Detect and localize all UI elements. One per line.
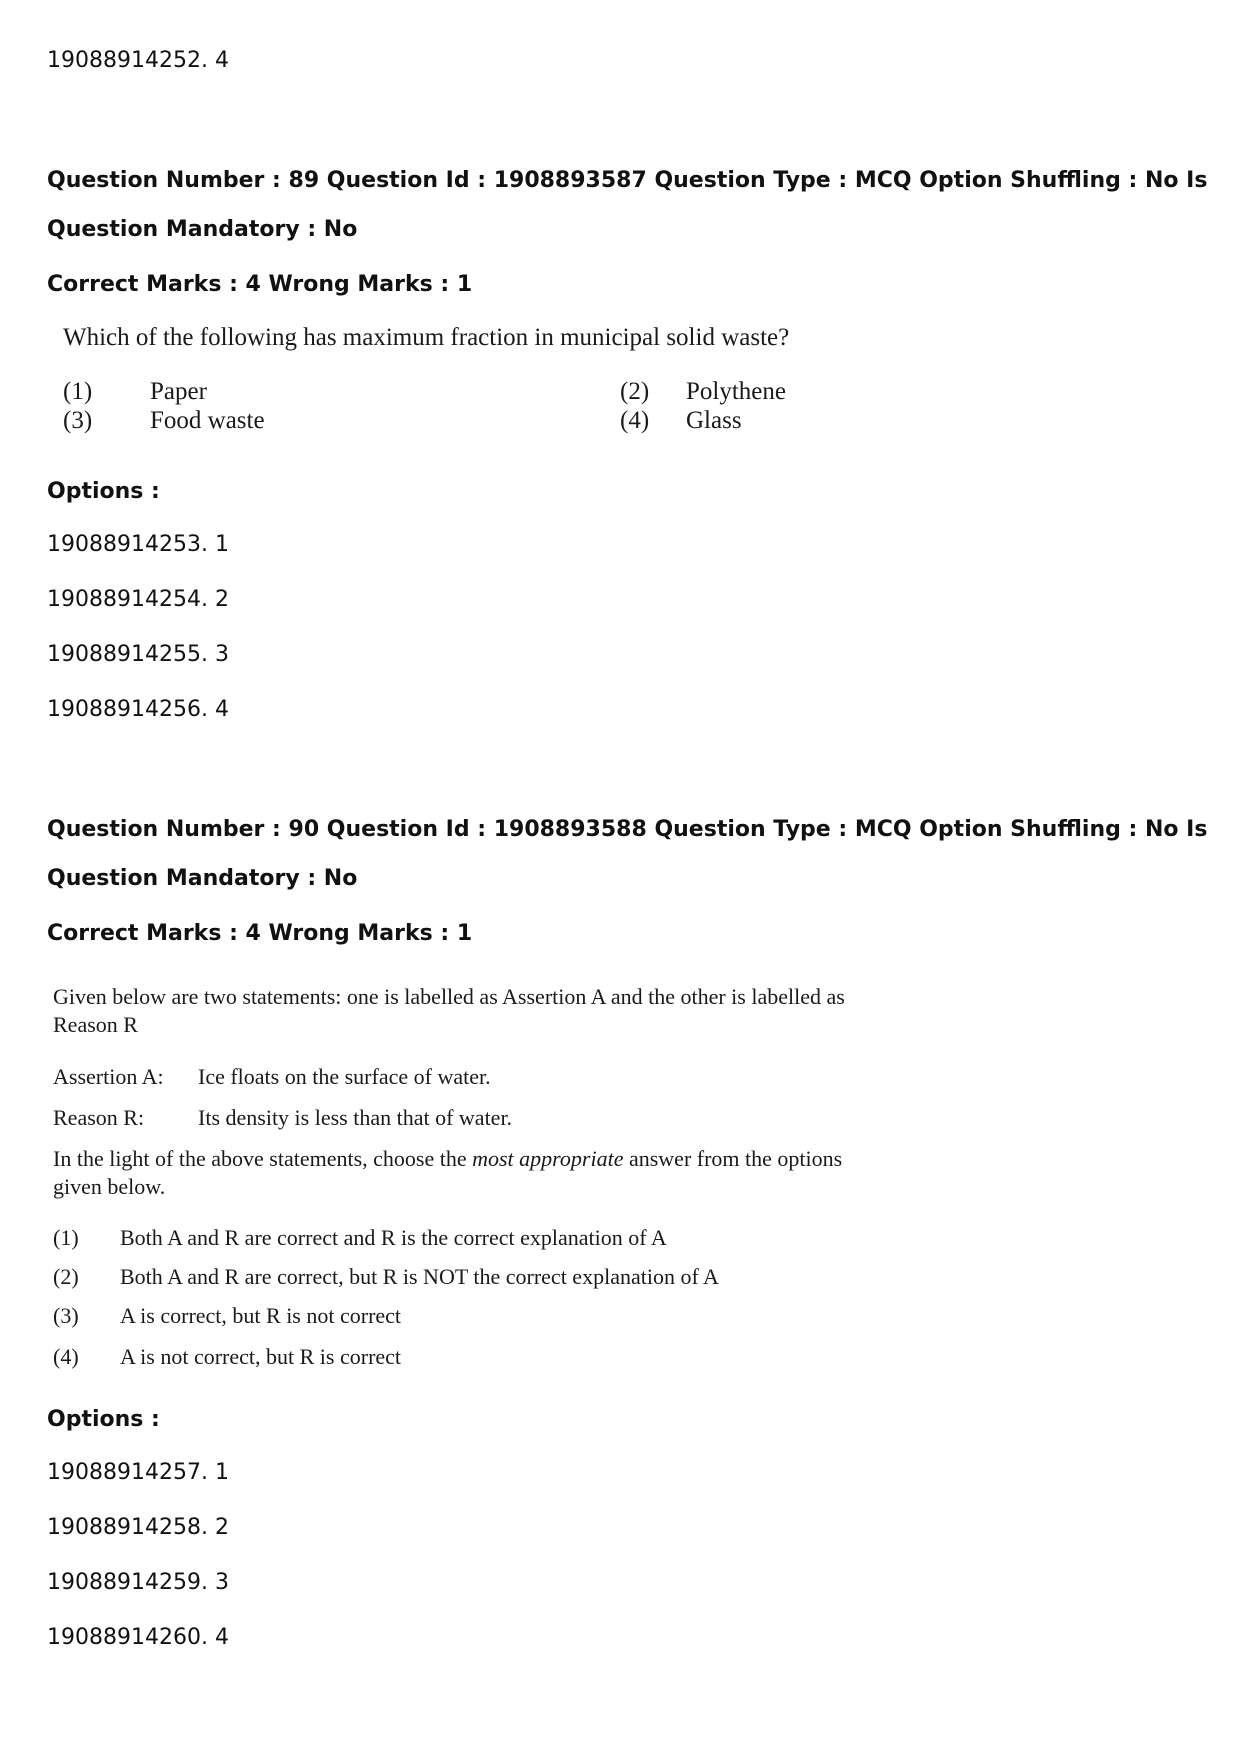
option-item: 19088914253. 1 (47, 532, 229, 557)
instruction-suffix: answer from the options (623, 1146, 843, 1171)
option-item: 19088914258. 2 (47, 1515, 229, 1540)
instruction-text: given below. (53, 1174, 166, 1199)
choice-text: Both A and R are correct and R is the correct explanation of A (120, 1225, 667, 1250)
instruction-prefix: In the light of the above statements, choose the (53, 1146, 473, 1171)
assertion-label: Assertion A: (53, 1064, 164, 1089)
choice-number: (1) (53, 1225, 79, 1250)
question-header: Question Number : 89 Question Id : 1908893587 Question Type : MCQ Option Shuffling : No Is (47, 168, 1208, 193)
reason-text: Its density is less than that of water. (198, 1105, 513, 1130)
assertion-text: Ice floats on the surface of water. (198, 1064, 491, 1089)
choice-text: A is correct, but R is not correct (120, 1303, 402, 1328)
question-mandatory: Question Mandatory : No (47, 866, 358, 891)
choice-number: (1) (63, 378, 93, 405)
option-item: 19088914260. 4 (47, 1625, 229, 1650)
options-label: Options : (47, 479, 160, 504)
instruction-text (53, 1145, 842, 1173)
option-item: 19088914256. 4 (47, 697, 229, 722)
choice-number: (2) (53, 1264, 79, 1289)
option-item: 19088914254. 2 (47, 587, 229, 612)
option-item: 19088914252. 4 (47, 48, 229, 73)
instruction-emphasis: most appropriate (472, 1146, 624, 1171)
question-intro: Reason R (53, 1012, 138, 1037)
option-item: 19088914255. 3 (47, 642, 229, 667)
choice-text: A is not correct, but R is correct (120, 1344, 402, 1369)
marks-info: Correct Marks : 4 Wrong Marks : 1 (47, 921, 473, 946)
choice-number: (3) (63, 407, 93, 434)
choice-text: Polythene (686, 378, 786, 405)
option-item: 19088914257. 1 (47, 1460, 229, 1485)
choice-number: (2) (620, 378, 650, 405)
question-intro: Given below are two statements: one is labelled as Assertion A and the other is labelled as (53, 984, 845, 1009)
question-text: Which of the following has maximum fraction in municipal solid waste? (63, 324, 790, 351)
choice-text: Paper (150, 378, 207, 405)
question-header: Question Number : 90 Question Id : 1908893588 Question Type : MCQ Option Shuffling : No Is (47, 817, 1208, 842)
choice-number: (4) (620, 407, 650, 434)
options-label: Options : (47, 1407, 160, 1432)
marks-info: Correct Marks : 4 Wrong Marks : 1 (47, 272, 473, 297)
choice-text: Food waste (150, 407, 265, 434)
choice-text: Glass (686, 407, 742, 434)
option-item: 19088914259. 3 (47, 1570, 229, 1595)
choice-number: (4) (53, 1344, 79, 1369)
choice-number: (3) (53, 1303, 79, 1328)
choice-text: Both A and R are correct, but R is NOT the correct explanation of A (120, 1264, 719, 1289)
reason-label: Reason R: (53, 1105, 145, 1130)
question-mandatory: Question Mandatory : No (47, 217, 358, 242)
